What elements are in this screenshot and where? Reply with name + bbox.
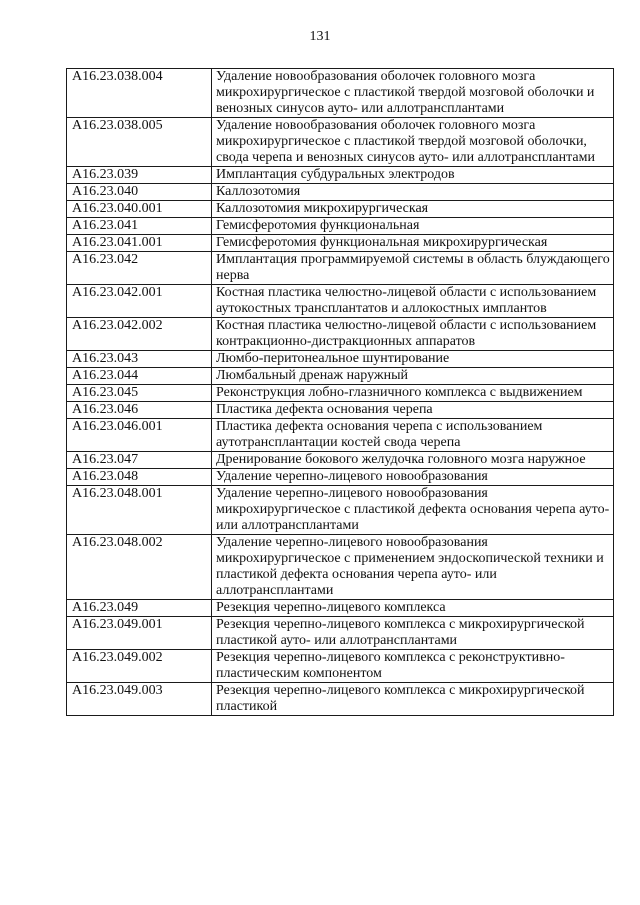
service-code-cell: A16.23.048 bbox=[67, 469, 212, 486]
service-name-cell: Гемисферотомия функциональная bbox=[212, 218, 614, 235]
service-name-cell: Гемисферотомия функциональная микрохирургическая bbox=[212, 235, 614, 252]
table-row bbox=[67, 167, 614, 184]
service-code-cell: A16.23.040.001 bbox=[67, 201, 212, 218]
service-code-cell: A16.23.043 bbox=[67, 351, 212, 368]
service-name-cell: Удаление черепно-лицевого новообразования микрохирургическое с пластикой дефекта основания черепа ауто- или аллотрансплантами bbox=[212, 486, 614, 535]
service-code-table-body bbox=[67, 69, 614, 716]
service-name-cell: Имплантация субдуральных электродов bbox=[212, 167, 614, 184]
service-code-table bbox=[66, 68, 614, 716]
service-name-cell: Резекция черепно-лицевого комплекса bbox=[212, 600, 614, 617]
table-row bbox=[67, 452, 614, 469]
service-name-cell: Каллозотомия микрохирургическая bbox=[212, 201, 614, 218]
service-code-cell: A16.23.038.005 bbox=[67, 118, 212, 167]
service-name-cell: Реконструкция лобно-глазничного комплекса с выдвижением bbox=[212, 385, 614, 402]
service-code-cell: A16.23.042.002 bbox=[67, 318, 212, 351]
service-name-cell: Костная пластика челюстно-лицевой области с использованием контракционно-дистракционных аппаратов bbox=[212, 318, 614, 351]
table-row bbox=[67, 318, 614, 351]
page-number: 131 bbox=[309, 29, 331, 44]
table-row bbox=[67, 285, 614, 318]
service-code-cell: A16.23.045 bbox=[67, 385, 212, 402]
service-code-cell: A16.23.049 bbox=[67, 600, 212, 617]
service-code-cell: A16.23.040 bbox=[67, 184, 212, 201]
service-code-cell: A16.23.042.001 bbox=[67, 285, 212, 318]
table-row bbox=[67, 184, 614, 201]
service-name-cell: Удаление черепно-лицевого новообразования bbox=[212, 469, 614, 486]
table-row bbox=[67, 118, 614, 167]
table-row bbox=[67, 617, 614, 650]
service-name-cell: Люмбальный дренаж наружный bbox=[212, 368, 614, 385]
service-code-cell: A16.23.039 bbox=[67, 167, 212, 184]
service-name-cell: Пластика дефекта основания черепа с использованием аутотрансплантации костей свода черепа bbox=[212, 419, 614, 452]
table-row bbox=[67, 252, 614, 285]
service-name-cell: Дренирование бокового желудочка головного мозга наружное bbox=[212, 452, 614, 469]
service-code-cell: A16.23.041 bbox=[67, 218, 212, 235]
service-name-cell: Костная пластика челюстно-лицевой области с использованием аутокостных трансплантатов и аллокостных имплантов bbox=[212, 285, 614, 318]
service-name-cell: Удаление черепно-лицевого новообразования микрохирургическое с применением эндоскопической техники и пластикой дефекта основания черепа ауто- или аллотрансплантами bbox=[212, 535, 614, 600]
service-name-cell: Пластика дефекта основания черепа bbox=[212, 402, 614, 419]
table-row bbox=[67, 351, 614, 368]
service-name-cell: Имплантация программируемой системы в область блуждающего нерва bbox=[212, 252, 614, 285]
table-row bbox=[67, 535, 614, 600]
service-code-cell: A16.23.049.002 bbox=[67, 650, 212, 683]
service-code-cell: A16.23.047 bbox=[67, 452, 212, 469]
service-code-cell: A16.23.038.004 bbox=[67, 69, 212, 118]
service-code-cell: A16.23.046 bbox=[67, 402, 212, 419]
table-row bbox=[67, 469, 614, 486]
service-name-cell: Удаление новообразования оболочек головного мозга микрохирургическое с пластикой твердой мозговой оболочки и венозных синусов ауто- или аллотрансплантами bbox=[212, 69, 614, 118]
service-name-cell: Резекция черепно-лицевого комплекса с микрохирургической пластикой bbox=[212, 683, 614, 716]
service-code-cell: A16.23.046.001 bbox=[67, 419, 212, 452]
table-row bbox=[67, 486, 614, 535]
service-code-cell: A16.23.048.001 bbox=[67, 486, 212, 535]
service-code-cell: A16.23.048.002 bbox=[67, 535, 212, 600]
table-row bbox=[67, 368, 614, 385]
table-row bbox=[67, 650, 614, 683]
table-row bbox=[67, 385, 614, 402]
service-code-cell: A16.23.044 bbox=[67, 368, 212, 385]
service-name-cell: Люмбо-перитонеальное шунтирование bbox=[212, 351, 614, 368]
table-row bbox=[67, 218, 614, 235]
service-code-cell: A16.23.049.003 bbox=[67, 683, 212, 716]
table-row bbox=[67, 402, 614, 419]
table-row bbox=[67, 600, 614, 617]
table-row bbox=[67, 683, 614, 716]
service-code-cell: A16.23.049.001 bbox=[67, 617, 212, 650]
service-name-cell: Резекция черепно-лицевого комплекса с реконструктивно-пластическим компонентом bbox=[212, 650, 614, 683]
service-name-cell: Резекция черепно-лицевого комплекса с микрохирургической пластикой ауто- или аллотрансплантами bbox=[212, 617, 614, 650]
table-row bbox=[67, 235, 614, 252]
service-name-cell: Удаление новообразования оболочек головного мозга микрохирургическое с пластикой твердой мозговой оболочки, свода черепа и венозных синусов ауто- или аллотрансплантами bbox=[212, 118, 614, 167]
table-row bbox=[67, 419, 614, 452]
service-code-cell: A16.23.042 bbox=[67, 252, 212, 285]
service-code-cell: A16.23.041.001 bbox=[67, 235, 212, 252]
service-name-cell: Каллозотомия bbox=[212, 184, 614, 201]
table-row bbox=[67, 69, 614, 118]
table-row bbox=[67, 201, 614, 218]
